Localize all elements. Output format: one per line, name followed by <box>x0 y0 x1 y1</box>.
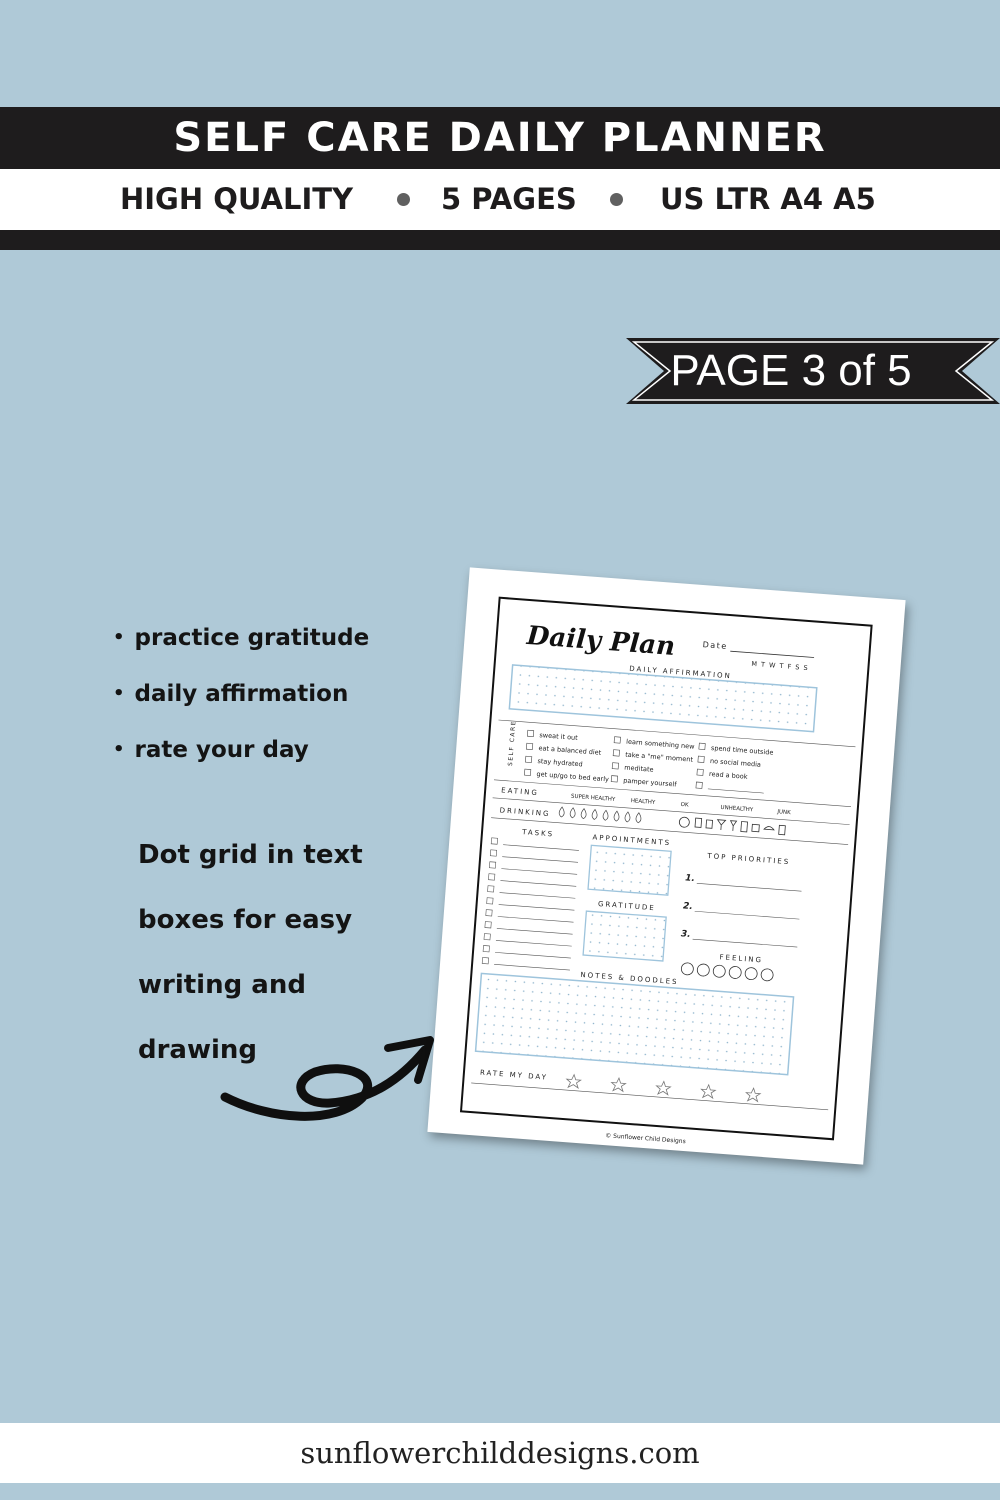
feature-item: • practice gratitude <box>113 625 370 651</box>
description-line: drawing <box>138 1035 258 1065</box>
eating-option: SUPER HEALTHY <box>570 793 616 803</box>
weekdays: M T W T F S S <box>751 659 809 673</box>
affirmation-label: DAILY AFFIRMATION <box>629 664 733 681</box>
page-badge-label: PAGE 3 of 5 <box>670 346 912 395</box>
appointments-label: APPOINTMENTS <box>592 833 672 848</box>
feeling-label: FEELING <box>719 953 764 965</box>
page-title: SELF CARE DAILY PLANNER <box>173 115 827 161</box>
feature-label: practice gratitude <box>134 625 370 651</box>
date-label: Date <box>702 640 729 651</box>
eating-label: EATING <box>500 786 540 798</box>
spec-pages: 5 PAGES <box>441 182 577 216</box>
mood-face-icons <box>681 962 774 981</box>
priority-line <box>693 939 798 947</box>
priority-number: 2. <box>682 901 694 913</box>
priorities-label: TOP PRIORITIES <box>707 852 791 867</box>
self-care-label: SELF CARE <box>507 719 518 767</box>
planner-page <box>427 567 905 1164</box>
eating-option: JUNK <box>777 809 791 817</box>
gratitude-box <box>583 911 666 961</box>
self-care-item: read a book <box>708 769 748 781</box>
feature-item: • daily affirmation <box>113 681 349 707</box>
description-line: boxes for easy <box>138 905 353 935</box>
water-drop-icons <box>559 807 642 823</box>
description-line: writing and <box>138 970 306 1000</box>
rate-label: RATE MY DAY <box>479 1068 549 1082</box>
appointments-box <box>588 845 671 895</box>
self-care-item: pamper yourself <box>622 776 677 789</box>
priority-line <box>695 911 800 919</box>
spec-quality: HIGH QUALITY <box>120 182 354 216</box>
tasks-label: TASKS <box>521 828 555 839</box>
feature-label: rate your day <box>134 737 309 763</box>
spec-sizes: US LTR A4 A5 <box>660 182 876 216</box>
eating-option: UNHEALTHY <box>720 804 754 814</box>
drinking-label: DRINKING <box>499 806 551 819</box>
self-care-item: sweat it out <box>539 731 579 742</box>
footer-site-link[interactable]: sunflowerchilddesigns.com <box>300 1436 700 1470</box>
priority-number: 3. <box>680 929 691 940</box>
feature-item: • rate your day <box>113 737 309 763</box>
notes-box <box>476 970 794 1074</box>
description-line: Dot grid in text <box>138 840 363 870</box>
divider <box>471 1083 828 1110</box>
task-list <box>482 838 579 970</box>
notes-label: NOTES & DOODLES <box>580 970 679 987</box>
eating-option: HEALTHY <box>630 798 656 806</box>
copyright: © Sunflower Child Designs <box>605 1132 686 1146</box>
self-care-item: meditate <box>623 763 654 774</box>
gratitude-label: GRATITUDE <box>597 899 657 913</box>
feature-label: daily affirmation <box>134 681 349 707</box>
beverage-icons <box>679 817 785 835</box>
self-care-item: stay hydrated <box>537 757 583 769</box>
priority-number: 1. <box>684 873 696 885</box>
planner-mockup <box>427 567 905 1164</box>
self-care-item: learn something new <box>625 737 695 751</box>
self-care-item: no social media <box>709 756 762 769</box>
self-care-item: spend time outside <box>710 744 774 757</box>
self-care-item: get up/go to bed early <box>536 770 610 784</box>
eating-option: OK <box>680 801 689 809</box>
self-care-checklist <box>524 730 773 795</box>
priority-line <box>697 883 802 891</box>
date-line <box>730 651 814 657</box>
self-care-item: eat a balanced diet <box>538 744 602 757</box>
planner-title: Daily Plan <box>525 620 677 662</box>
self-care-item: take a "me" moment <box>624 750 694 764</box>
